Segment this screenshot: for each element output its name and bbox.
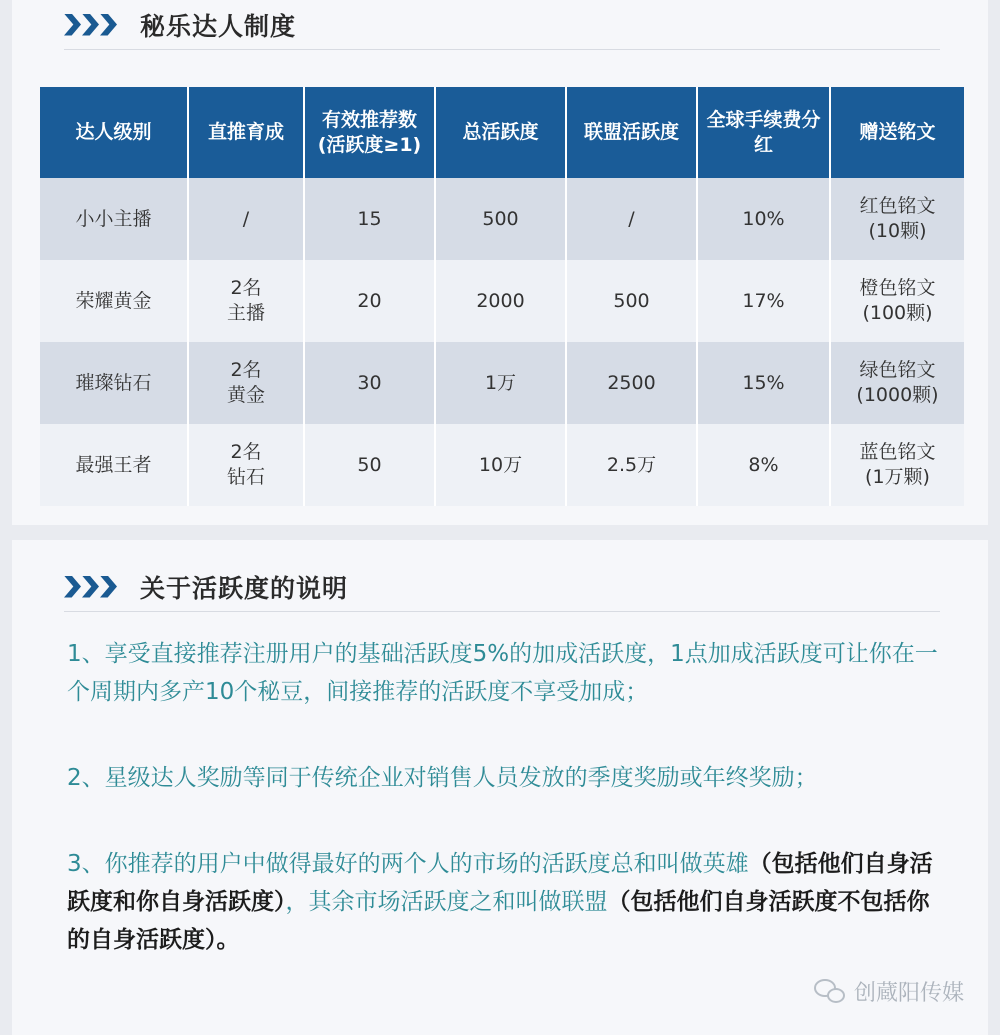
table-cell: 20 (304, 260, 435, 342)
levels-panel (12, 0, 988, 525)
header-cell: 全球手续费分 红 (697, 87, 830, 178)
table-header-row (40, 87, 964, 178)
table-cell: 最强王者 (40, 424, 188, 506)
table-cell: 500 (566, 260, 697, 342)
notes-list (67, 635, 948, 1007)
table-row (40, 342, 964, 424)
table-cell: 1万 (435, 342, 566, 424)
table-cell: 2500 (566, 342, 697, 424)
table-cell: 30 (304, 342, 435, 424)
table-cell: 2名 钻石 (188, 424, 304, 506)
table-cell: 15% (697, 342, 830, 424)
note-3-part-4: （包括他们自身活跃度不包括你的自身活跃度）。 (67, 889, 930, 953)
table-row (40, 260, 964, 342)
header-cell: 联盟活跃度 (566, 87, 697, 178)
section-header (64, 562, 940, 612)
chevron-right-icon (64, 14, 118, 36)
section-header (64, 0, 940, 50)
note-3-part-3: ，其余市场活跃度之和叫做联盟 (285, 889, 608, 915)
table-cell: 2.5万 (566, 424, 697, 506)
table-cell: 8% (697, 424, 830, 506)
table-cell: 17% (697, 260, 830, 342)
table-cell: 10% (697, 178, 830, 260)
table-row (40, 178, 964, 260)
table-cell: 2名 黄金 (188, 342, 304, 424)
table-cell: 璀璨钻石 (40, 342, 188, 424)
note-3-part-1: 3、你推荐的用户中做得最好的两个人的市场的活跃度总和叫做英雄 (67, 851, 749, 877)
table-cell: 2000 (435, 260, 566, 342)
table-cell: / (188, 178, 304, 260)
table-cell: 橙色铭文 (100颗) (830, 260, 964, 342)
table-cell: 15 (304, 178, 435, 260)
note-1: 1、享受直接推荐注册用户的基础活跃度5%的加成活跃度，1点加成活跃度可让你在一个周期内多产10个秘豆，间接推荐的活跃度不享受加成； (67, 641, 938, 705)
table-cell: 10万 (435, 424, 566, 506)
header-cell: 总活跃度 (435, 87, 566, 178)
section-title: 关于活跃度的说明 (140, 573, 349, 603)
table-cell: 绿色铭文 (1000颗) (830, 342, 964, 424)
chevron-right-icon (64, 576, 118, 598)
header-cell: 有效推荐数 (活跃度≥1) (304, 87, 435, 178)
note-3-part-2: （包括他们自身活跃度和你自身活跃度） (67, 851, 933, 915)
header-cell: 达人级别 (40, 87, 188, 178)
note-3 (67, 845, 948, 959)
header-cell: 赠送铭文 (830, 87, 964, 178)
table-row (40, 424, 964, 506)
activity-notes-panel (12, 540, 988, 1035)
header-cell: 直推育成 (188, 87, 304, 178)
table-cell: 2名 主播 (188, 260, 304, 342)
table-cell: 蓝色铭文 (1万颗) (830, 424, 964, 506)
watermark-text: 创蔵阳传媒 (853, 981, 964, 1006)
wechat-icon (814, 979, 848, 1005)
table-cell: / (566, 178, 697, 260)
section-title: 秘乐达人制度 (140, 11, 297, 41)
table-cell: 红色铭文 (10颗) (830, 178, 964, 260)
levels-table (40, 87, 964, 506)
table-cell: 荣耀黄金 (40, 260, 188, 342)
table-cell: 小小主播 (40, 178, 188, 260)
watermark (814, 976, 964, 1007)
table-cell: 500 (435, 178, 566, 260)
note-2: 2、星级达人奖励等同于传统企业对销售人员发放的季度奖励或年终奖励； (67, 765, 818, 791)
table-cell: 50 (304, 424, 435, 506)
